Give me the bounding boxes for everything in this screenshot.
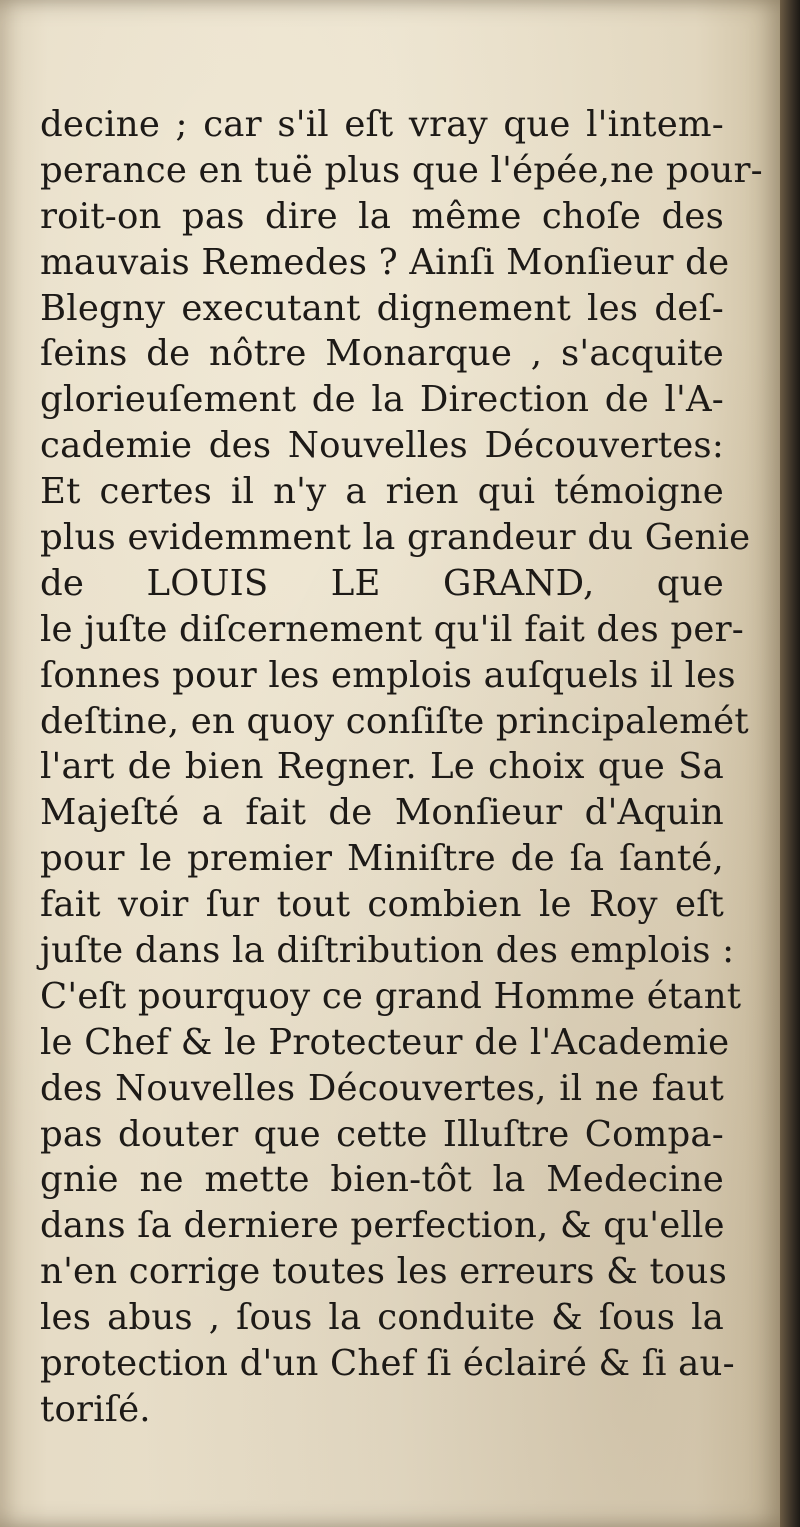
text-line: Blegny executant dignement les deſ- (40, 287, 724, 329)
text-line: des Nouvelles Découvertes, il ne faut (40, 1067, 724, 1109)
text-line: n'en corrige toutes les erreurs & tous (40, 1251, 727, 1293)
text-line: plus evidemment la grandeur du Genie (40, 517, 751, 559)
text-line: juſte dans la diſtribution des emplois : (40, 930, 735, 972)
text-line: Majeſté a fait de Monſieur d'Aquin (40, 792, 724, 834)
text-line: Et certes il n'y a rien qui témoigne (40, 471, 724, 513)
text-line: cademie des Nouvelles Découvertes: (40, 425, 724, 467)
text-line: le juſte diſcernement qu'il fait des per- (40, 608, 744, 650)
text-line: mauvais Remedes ? Ainſi Monſieur de (40, 241, 730, 283)
text-line: l'art de bien Regner. Le choix que Sa (40, 746, 724, 788)
text-line: deſtine, en quoy conſiſte principalemét (40, 700, 749, 742)
text-line: decine ; car s'il eſt vray que l'intem- (40, 104, 724, 145)
text-line: fait voir ſur tout combien le Roy eſt (40, 884, 724, 926)
text-line: glorieuſement de la Direction de l'A- (40, 379, 724, 421)
text-line: ſeins de nôtre Monarque , s'acquite (40, 333, 724, 375)
text-line: roit-on pas dire la même choſe des (40, 195, 724, 237)
text-line: perance en tuë plus que l'épée,ne pour- (40, 149, 763, 191)
text-line: gnie ne mette bien-tôt la Medecine (40, 1159, 724, 1201)
body-text (40, 102, 763, 1433)
text-line: ſonnes pour les emplois auſquels il les (40, 654, 736, 696)
text-line: dans ſa derniere perfection, & qu'elle (40, 1205, 725, 1247)
text-line: C'eſt pourquoy ce grand Homme étant (40, 975, 742, 1017)
text-line: les abus , ſous la conduite & ſous la (40, 1297, 724, 1339)
text-line: protection d'un Chef ſi éclairé & ſi au- (40, 1343, 735, 1385)
text-line: de LOUIS LE GRAND, que (40, 562, 724, 604)
text-line: pour le premier Miniſtre de ſa ſanté, (40, 838, 724, 880)
text-line: le Chef & le Protecteur de l'Academie (40, 1021, 730, 1063)
page-edge (780, 0, 800, 1527)
text-line: toriſé. (40, 1388, 151, 1430)
text-line: pas douter que cette Illuſtre Compa- (40, 1113, 724, 1155)
